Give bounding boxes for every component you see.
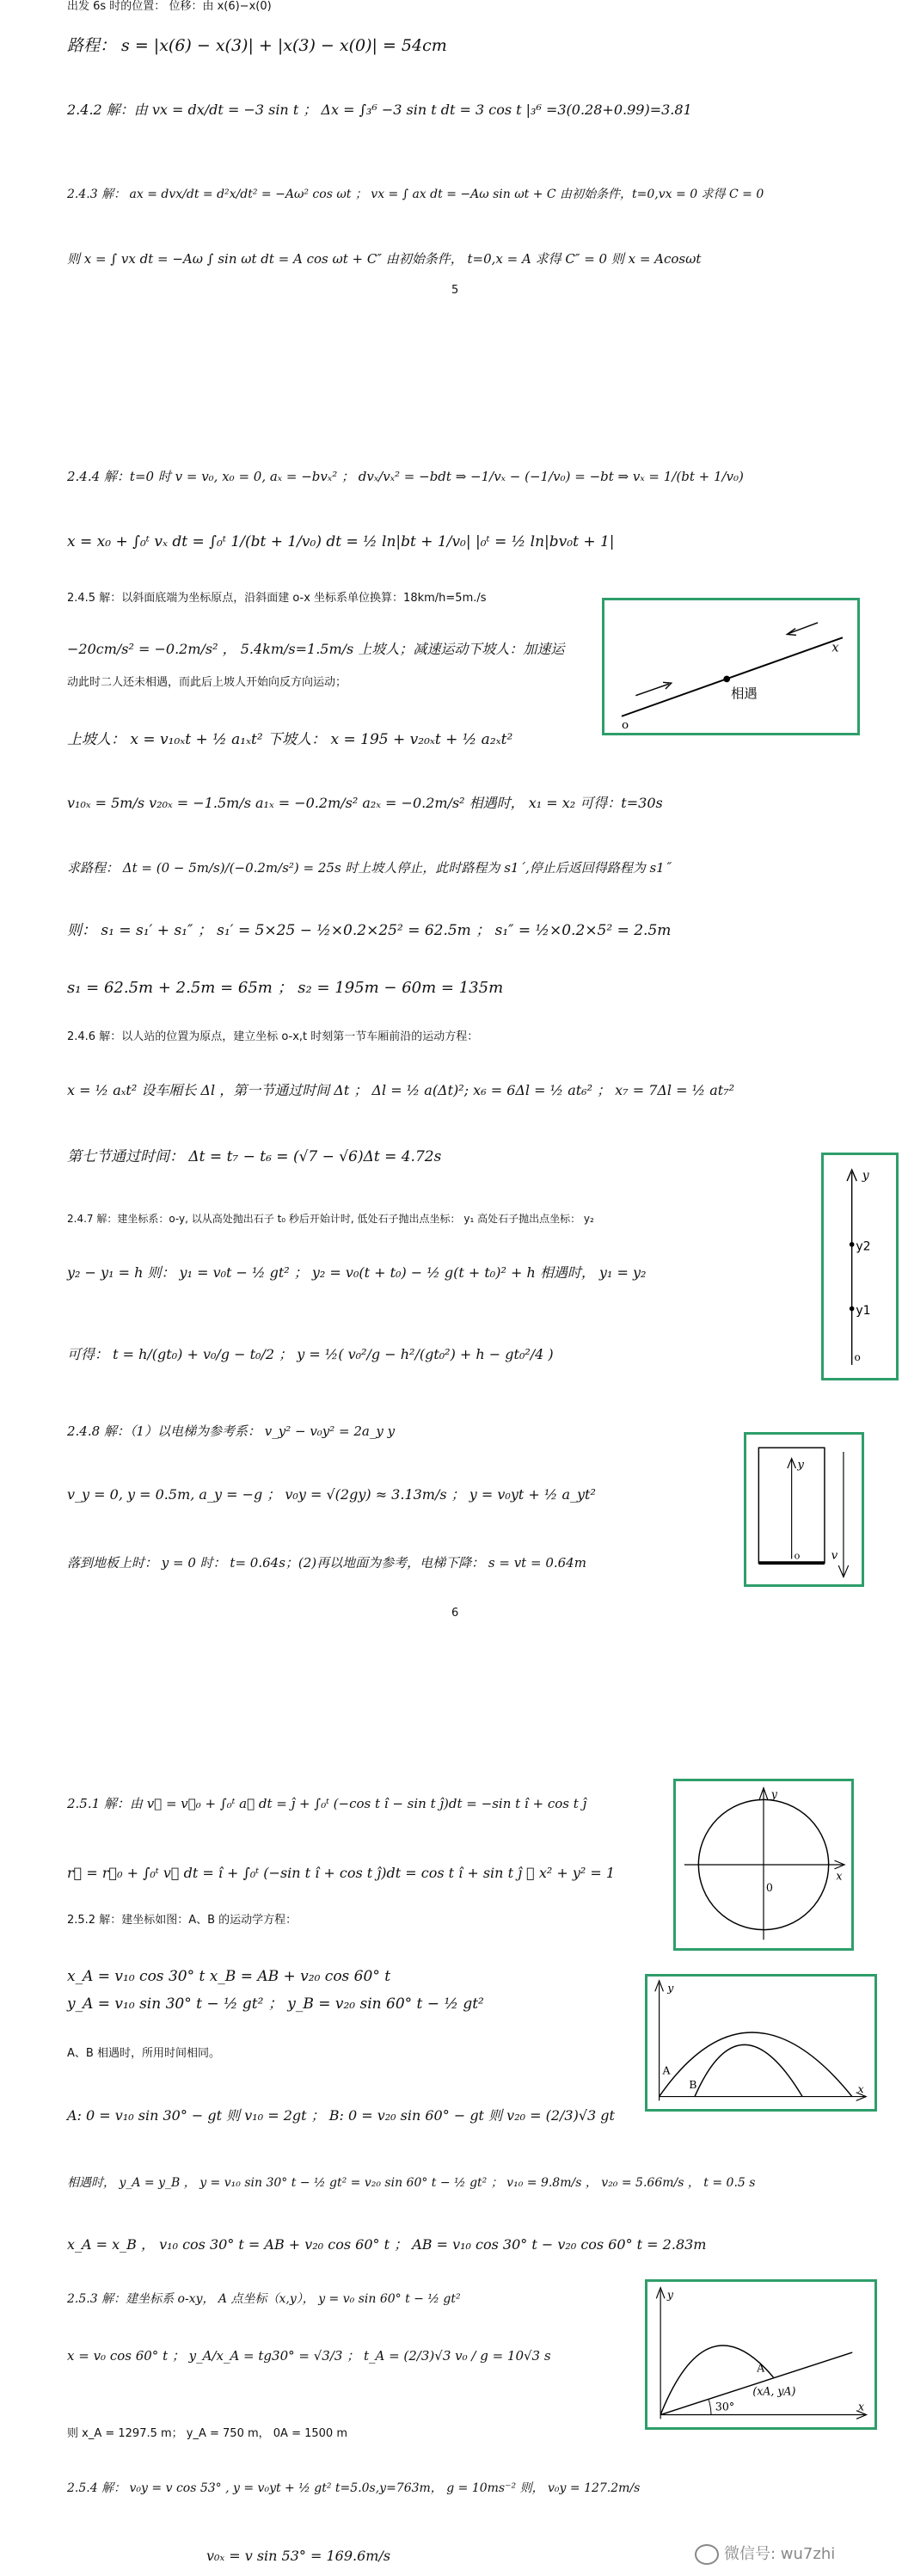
watermark — [695, 2542, 835, 2565]
equation-line: y₂ − y₁ = h 则： y₁ = v₀t − ½ gt² ； y₂ = v₀(t + t₀) − ½ g(t + t₀)² + h 相遇时， y₁ = y₂ — [67, 1264, 647, 1281]
page-number: 5 — [451, 284, 459, 297]
point-a-coords: (xA, yA) — [752, 2384, 796, 2398]
equation-line: 落到地板上时： y = 0 时： t= 0.64s；(2)再以地面为参考，电梯下降： s = vt = 0.64m — [67, 1555, 586, 1571]
equation-line: A: 0 = v₁₀ sin 30° − gt 则 v₁₀ = 2gt ； B: 0 = v₂₀ sin 60° − gt 则 v₂₀ = (2/3)√3 gt — [67, 2107, 615, 2124]
equation-line: 2.5.3 解：建坐标系 o-xy， A 点坐标（x,y）， y = v₀ sin 60° t − ½ gt² — [67, 2292, 461, 2306]
origin-label: 0 — [765, 1881, 773, 1895]
y1-label: y1 — [856, 1304, 871, 1319]
point-a-label: A — [662, 2063, 671, 2077]
wechat-icon — [695, 2544, 719, 2565]
axis-label-y: y — [666, 2288, 673, 2302]
axis-label-x: x — [857, 2081, 864, 2095]
equation-line: 相遇时， y_A = y_B ， y = v₁₀ sin 30° t − ½ gt² = v₂₀ sin 60° t − ½ gt² ； v₁₀ = 9.8m/s ， v₂₀ = 5.66m/s ， t = 0.5 s — [67, 2176, 756, 2190]
text-line: 动此时二人还未相遇，而此后上坡人开始向反方向运动； — [67, 676, 347, 689]
axis-label-y: y — [667, 1981, 674, 1995]
text-line: 2.4.6 解：以人站的位置为原点，建立坐标 o-x,t 时刻第一节车厢前沿的运动方程： — [67, 1030, 479, 1043]
text-line: A、B 相遇时，所用时间相同。 — [67, 2047, 220, 2060]
equation-line: r⃗ = r⃗₀ + ∫₀ᵗ v⃗ dt = î + ∫₀ᵗ (−sin t î + cos t ĵ)dt = cos t î + sin t ĵ ； x² + y² = 1 — [67, 1865, 616, 1881]
equation-line: 2.4.8 解：（1）以电梯为参考系： v_y² − v₀y² = 2a_y y — [67, 1423, 396, 1439]
axis-label-y: y — [797, 1459, 804, 1472]
equation-line: x = ½ aₓt² 设车厢长 Δl ，第一节通过时间 Δt ； Δl = ½ a(Δt)²; x₆ = 6Δl = ½ at₆² ； x₇ = 7Δl = ½ at₇² — [67, 1082, 735, 1098]
equation-line: 2.5.4 解： v₀y = v cos 53° , y = v₀yt + ½ gt² t=5.0s,y=763m， g = 10ms⁻² 则， v₀y = 127.2m/s — [67, 2481, 641, 2495]
text-line: 则 x_A = 1297.5 m； y_A = 750 m， 0A = 1500 m — [67, 2427, 347, 2440]
meet-label: 相遇 — [731, 685, 758, 702]
y2-label: y2 — [856, 1239, 871, 1254]
equation-line: 2.4.4 解：t=0 时 v = v₀, x₀ = 0, aₓ = −bvₓ² ； dvₓ/vₓ² = −bdt ⇒ −1/vₓ − (−1/v₀) = −bt ⇒ vₓ = 1/(bt + 1/v₀) — [67, 469, 744, 484]
point-a-label: A — [757, 2361, 765, 2375]
origin-label: o — [621, 718, 629, 733]
equation-line: 则 x = ∫ vx dt = −Aω ∫ sin ωt dt = A cos ωt + C″ 由初始条件， t=0,x = A 求得 C″ = 0 则 x = Acosωt — [67, 251, 702, 267]
equation-line: 2.5.1 解：由 v⃗ = v⃗₀ + ∫₀ᵗ a⃗ dt = ĵ + ∫₀ᵗ (−cos t î − sin t ĵ)dt = −sin t î + cos t ĵ — [67, 1796, 587, 1811]
equation-line: y_A = v₁₀ sin 30° t − ½ gt² ； y_B = v₂₀ sin 60° t − ½ gt² — [67, 1995, 484, 2013]
text-line: 2.5.2 解：建坐标如图：A、B 的运动学方程： — [67, 1914, 298, 1927]
equation-line: v_y = 0, y = 0.5m, a_y = −g ； v₀y = √(2gy) ≈ 3.13m/s ； y = v₀yt + ½ a_yt² — [67, 1486, 596, 1503]
equation-line: 第七节通过时间： Δt = t₇ − t₆ = (√7 − √6)Δt = 4.72s — [67, 1148, 442, 1165]
equation-line: x = x₀ + ∫₀ᵗ vₓ dt = ∫₀ᵗ 1/(bt + 1/v₀) dt = ½ ln|bt + 1/v₀| |₀ᵗ = ½ ln|bv₀t + 1| — [67, 533, 615, 550]
axis-label-x: x — [857, 2400, 865, 2413]
velocity-label: v — [831, 1549, 838, 1563]
figure-incline-projectile — [645, 2279, 877, 2430]
equation-line: x_A = x_B ， v₁₀ cos 30° t = AB + v₂₀ cos 60° t ； AB = v₁₀ cos 30° t − v₂₀ cos 60° t = 2.83m — [67, 2236, 707, 2253]
text-line: 2.4.7 解：建坐标系：o-y, 以从高处抛出石子 t₀ 秒后开始计时, 低处石子抛出点坐标： y₁ 高处石子抛出点坐标： y₂ — [67, 1213, 594, 1225]
equation-line: s₁ = 62.5m + 2.5m = 65m ； s₂ = 195m − 60m = 135m — [67, 979, 504, 997]
equation-line: 则： s₁ = s₁′ + s₁″ ； s₁′ = 5×25 − ½×0.2×25² = 62.5m ； s₁″ = ½×0.2×5² = 2.5m — [67, 922, 672, 939]
equation-line: 2.4.3 解： ax = dvx/dt = d²x/dt² = −Aω² cos ωt ； vx = ∫ ax dt = −Aω sin ωt + C 由初始条件，t=0,vx = 0 求得 C = 0 — [67, 188, 764, 201]
text-line: 出发 6s 时的位置： 位移：由 x(6)−x(0) — [67, 0, 272, 13]
axis-label-x: x — [831, 641, 839, 655]
equation-line: 上坡人： x = v₁₀ₓt + ½ a₁ₓt² 下坡人： x = 195 + v₂₀ₓt + ½ a₂ₓt² — [67, 731, 513, 748]
figure-elevator — [744, 1432, 864, 1587]
equation-line: 求路程： Δt = (0 − 5m/s)/(−0.2m/s²) = 25s 时上坡人停止，此时路程为 s1´,停止后返回得路程为 s1˝ — [67, 860, 672, 876]
origin-label: o — [854, 1351, 861, 1364]
text-line: 2.4.5 解：以斜面底端为坐标原点，沿斜面建 o-x 坐标系单位换算：18km/h=5m./s — [67, 592, 487, 605]
angle-label: 30° — [715, 2400, 735, 2413]
equation-line: 可得： t = h/(gt₀) + v₀/g − t₀/2 ； y = ½( v₀²/g − h²/(gt₀²) + h − gt₀²/4 ) — [67, 1346, 554, 1362]
point-b-label: B — [689, 2077, 697, 2091]
figure-projectiles — [645, 1974, 877, 2112]
axis-label-x: x — [836, 1869, 843, 1883]
figure-circle — [673, 1779, 854, 1951]
equation-line: 路程： s = |x(6) − x(3)| + |x(3) − x(0)| = 54cm — [67, 36, 447, 55]
axis-label-y: y — [770, 1787, 777, 1801]
figure-vertical-axis — [821, 1153, 899, 1380]
equation-line: −20cm/s² = −0.2m/s² ， 5.4km/s=1.5m/s 上坡人；减速运动下坡人：加速运 — [67, 641, 565, 657]
equation-line: x = v₀ cos 60° t ； y_A/x_A = tg30° = √3/3 ； t_A = (2/3)√3 v₀ / g = 10√3 s — [67, 2348, 551, 2364]
watermark-text: 微信号: wu7zhi — [724, 2545, 836, 2563]
figure-slope — [602, 598, 860, 735]
equation-line: v₀ₓ = v sin 53° = 169.6m/s — [206, 2548, 391, 2564]
page-number: 6 — [451, 1607, 459, 1620]
axis-label-y: y — [862, 1169, 869, 1183]
origin-label: o — [794, 1549, 801, 1562]
equation-line: 2.4.2 解：由 vx = dx/dt = −3 sin t ； Δx = ∫₃⁶ −3 sin t dt = 3 cos t |₃⁶ =3(0.28+0.99)=3.81 — [67, 101, 692, 118]
equation-line: v₁₀ₓ = 5m/s v₂₀ₓ = −1.5m/s a₁ₓ = −0.2m/s² a₂ₓ = −0.2m/s² 相遇时， x₁ = x₂ 可得：t=30s — [67, 795, 663, 811]
equation-line: x_A = v₁₀ cos 30° t x_B = AB + v₂₀ cos 60° t — [67, 1968, 391, 1985]
